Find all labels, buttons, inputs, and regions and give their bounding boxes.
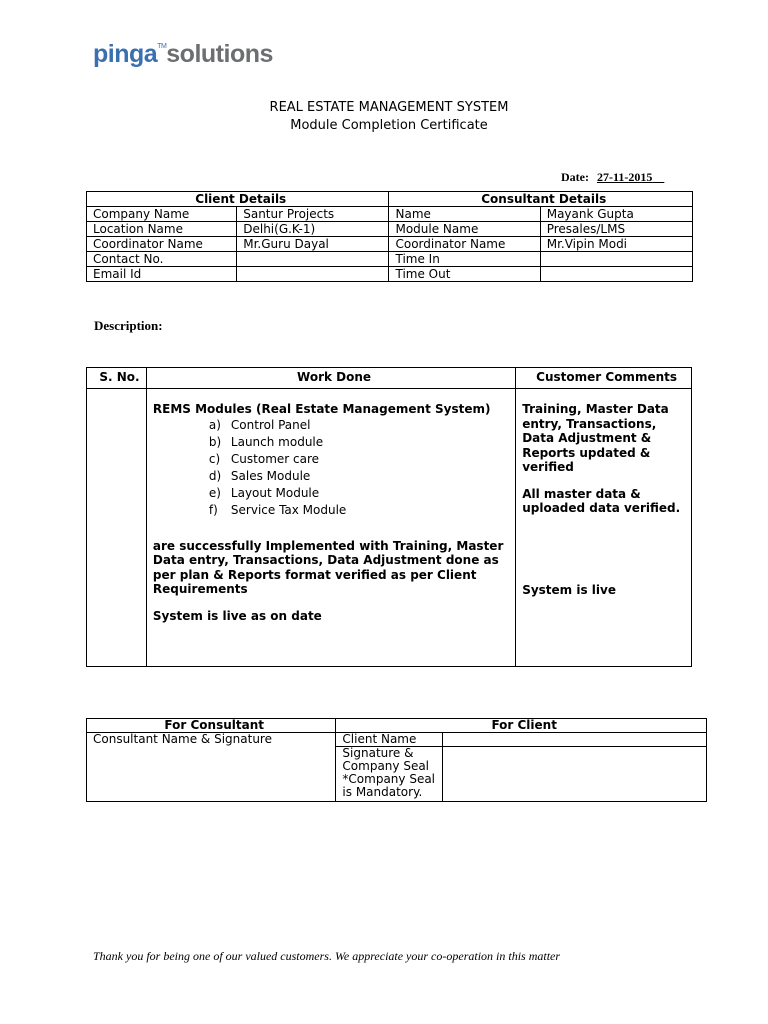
list-item: [209, 468, 507, 485]
consultant-field-value: [540, 252, 692, 267]
client-field-value: Santur Projects: [237, 207, 389, 222]
company-logo: [93, 40, 273, 69]
list-item: [209, 451, 507, 468]
client-field-value: [237, 267, 389, 282]
date-label: Date:: [561, 170, 589, 184]
footer-note: Thank you for being one of our valued customers. We appreciate your co-operation in this matter: [93, 949, 561, 963]
module-name: Layout Module: [230, 485, 320, 500]
work-header-row: [87, 368, 692, 389]
module-name: Control Panel: [230, 417, 311, 432]
client-field-label: Contact No.: [87, 252, 237, 267]
comment-text: System is live: [522, 582, 616, 597]
consultant-field-label: Name: [389, 207, 540, 222]
list-letter: c): [208, 451, 221, 466]
sno-header: S. No.: [87, 368, 147, 389]
consultant-field-label: Coordinator Name: [389, 237, 540, 252]
comment-text: All master data & uploaded data verified.: [522, 486, 681, 515]
list-item: [209, 502, 507, 519]
document-subtitle: Module Completion Certificate: [290, 118, 488, 133]
date-value: 27-11-2015: [596, 170, 653, 184]
comment-text: Training, Master Data entry, Transactions, Data Adjustment & Reports updated & verified: [522, 402, 669, 474]
sno-cell: [87, 389, 147, 667]
consultant-field-value: Mayank Gupta: [540, 207, 692, 222]
table-row: [87, 237, 693, 252]
consultant-field-label: Time Out: [389, 267, 540, 282]
client-name-value: [443, 733, 707, 747]
consultant-field-value: Presales/LMS: [540, 222, 692, 237]
module-name: Sales Module: [230, 468, 311, 483]
work-table: [86, 367, 692, 667]
client-field-value: Mr.Guru Dayal: [237, 237, 389, 252]
list-letter: d): [208, 468, 222, 483]
list-letter: f): [208, 502, 218, 517]
module-list: [153, 417, 507, 519]
customer-comments-header: Customer Comments: [516, 368, 692, 389]
list-item: [209, 417, 507, 434]
table-row: [87, 207, 693, 222]
client-details-header: Client Details: [87, 192, 389, 207]
list-letter: e): [208, 485, 221, 500]
seal-value: [443, 747, 707, 802]
client-field-label: Email Id: [87, 267, 237, 282]
consultant-field-value: [540, 267, 692, 282]
list-item: [209, 485, 507, 502]
work-done-header: Work Done: [146, 368, 515, 389]
document-title: REAL ESTATE MANAGEMENT SYSTEM: [269, 100, 509, 115]
description-label: Description:: [94, 318, 163, 333]
logo-text-solutions: solutions: [166, 40, 273, 68]
client-field-label: Location Name: [87, 222, 237, 237]
table-row: [87, 252, 693, 267]
details-header-row: [87, 192, 693, 207]
logo-text-pinga: pinga: [93, 40, 158, 68]
work-summary: are successfully Implemented with Training, Master Data entry, Transactions, Data Adjustment done as per plan & Reports format verified as per Client Requirements: [152, 538, 504, 596]
signoff-header-row: [87, 719, 707, 733]
date-line: [561, 170, 664, 185]
work-intro: REMS Modules (Real Estate Management System): [152, 402, 491, 416]
module-name: Service Tax Module: [230, 502, 347, 517]
list-letter: a): [208, 417, 221, 432]
work-done-cell: [146, 389, 515, 667]
module-name: Customer care: [230, 451, 320, 466]
client-name-label: Client Name: [336, 733, 443, 747]
for-consultant-header: For Consultant: [87, 719, 336, 733]
client-field-label: Company Name: [87, 207, 237, 222]
list-item: [209, 434, 507, 451]
table-row: [87, 389, 692, 667]
client-field-value: [237, 252, 389, 267]
client-field-value: Delhi(G.K-1): [237, 222, 389, 237]
live-note: System is live as on date: [152, 608, 322, 623]
consultant-field-label: Time In: [389, 252, 540, 267]
for-client-header: For Client: [336, 719, 707, 733]
table-row: [87, 222, 693, 237]
logo-trademark: TM: [157, 43, 167, 50]
consultant-field-label: Module Name: [389, 222, 540, 237]
consultant-signature-cell: Consultant Name & Signature: [87, 733, 336, 802]
seal-label: Signature & Company Seal *Company Seal is Mandatory.: [336, 747, 443, 802]
module-name: Launch module: [230, 434, 324, 449]
consultant-field-value: Mr.Vipin Modi: [540, 237, 692, 252]
consultant-details-header: Consultant Details: [389, 192, 693, 207]
list-letter: b): [208, 434, 222, 449]
signoff-table: [86, 718, 707, 802]
client-field-label: Coordinator Name: [87, 237, 237, 252]
table-row: [87, 733, 707, 747]
table-row: [87, 267, 693, 282]
customer-comments-cell: [516, 389, 692, 667]
details-table: [86, 191, 693, 282]
